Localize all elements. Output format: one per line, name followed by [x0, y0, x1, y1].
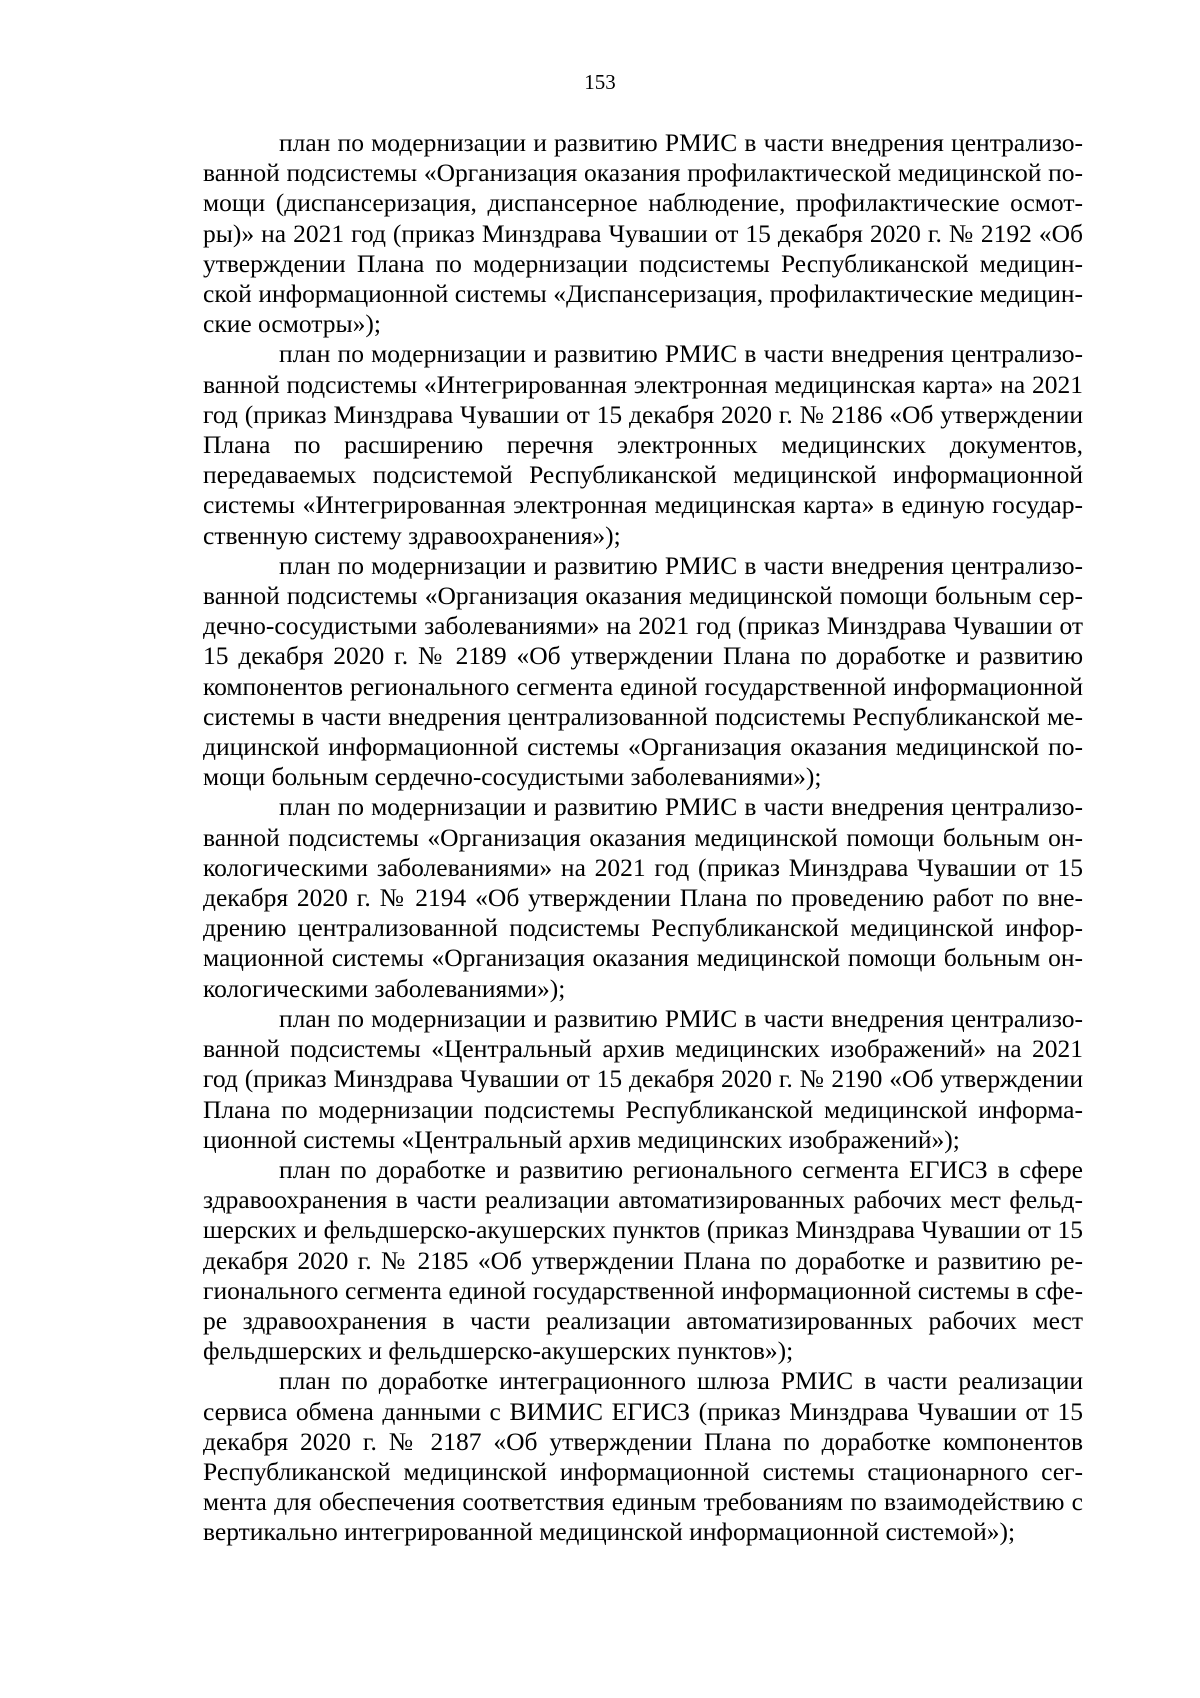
paragraph-cardiovascular-plan: план по модернизации и развитию РМИС в части внедрения централизованной подсистемы «Организация оказания медицинской помощи больным сердечно-сосудистыми заболеваниями» на 2021 год (приказ Минздрава Чувашии от 15 декабря 2020 г. № 2189 «Об утверждении Плана по доработке и развитию компонентов регионального сегмента единой государственной информационной системы в части внедрения централизованной подсистемы Республиканской медицинской информационной системы «Организация оказания медицинской помощи больным сердечно-сосудистыми заболеваниями»); — [203, 550, 1083, 792]
document-body — [203, 128, 1083, 1548]
paragraph-vimis-gateway-plan: план по доработке интеграционного шлюза РМИС в части реализации сервиса обмена данными с ВИМИС ЕГИСЗ (приказ Минздрава Чувашии от 15 декабря 2020 г. № 2187 «Об утверждении Плана по доработке компонентов Республиканской медицинской информационной системы стационарного сегмента для обеспечения соответствия единым требованиям по взаимодействию с вертикально интегрированной медицинской информационной системой»); — [203, 1366, 1083, 1547]
page-number: 153 — [584, 70, 616, 94]
paragraph-dispanserization-plan: план по модернизации и развитию РМИС в части внедрения централизованной подсистемы «Организация оказания профилактической медицинской помощи (диспансеризация, диспансерное наблюдение, профилактические осмотры)» на 2021 год (приказ Минздрава Чувашии от 15 декабря 2020 г. № 2192 «Об утверждении Плана по модернизации подсистемы Республиканской медицинской информационной системы «Диспансеризация, профилактические медицинские осмотры»); — [203, 128, 1083, 339]
paragraph-image-archive-plan: план по модернизации и развитию РМИС в части внедрения централизованной подсистемы «Центральный архив медицинских изображений» на 2021 год (приказ Минздрава Чувашии от 15 декабря 2020 г. № 2190 «Об утверждении Плана по модернизации подсистемы Республиканской медицинской информационной системы «Центральный архив медицинских изображений»); — [203, 1003, 1083, 1154]
paragraph-oncology-plan: план по модернизации и развитию РМИС в части внедрения централизованной подсистемы «Организация оказания медицинской помощи больным онкологическими заболеваниями» на 2021 год (приказ Минздрава Чувашии от 15 декабря 2020 г. № 2194 «Об утверждении Плана по проведению работ по внедрению централизованной подсистемы Республиканской медицинской информационной системы «Организация оказания медицинской помощи больным онкологическими заболеваниями»); — [203, 792, 1083, 1003]
paragraph-feldsher-workplaces-plan: план по доработке и развитию регионального сегмента ЕГИСЗ в сфере здравоохранения в части реализации автоматизированных рабочих мест фельдшерских и фельдшерско-акушерских пунктов (приказ Минздрава Чувашии от 15 декабря 2020 г. № 2185 «Об утверждении Плана по доработке и развитию регионального сегмента единой государственной информационной системы в сфере здравоохранения в части реализации автоматизированных рабочих мест фельдшерских и фельдшерско-акушерских пунктов»); — [203, 1154, 1083, 1366]
paragraph-emk-plan: план по модернизации и развитию РМИС в части внедрения централизованной подсистемы «Интегрированная электронная медицинская карта» на 2021 год (приказ Минздрава Чувашии от 15 декабря 2020 г. № 2186 «Об утверждении Плана по расширению перечня электронных медицинских документов, передаваемых подсистемой Республиканской медицинской информационной системы «Интегрированная электронная медицинская карта» в единую государственную систему здравоохранения»); — [203, 339, 1083, 550]
